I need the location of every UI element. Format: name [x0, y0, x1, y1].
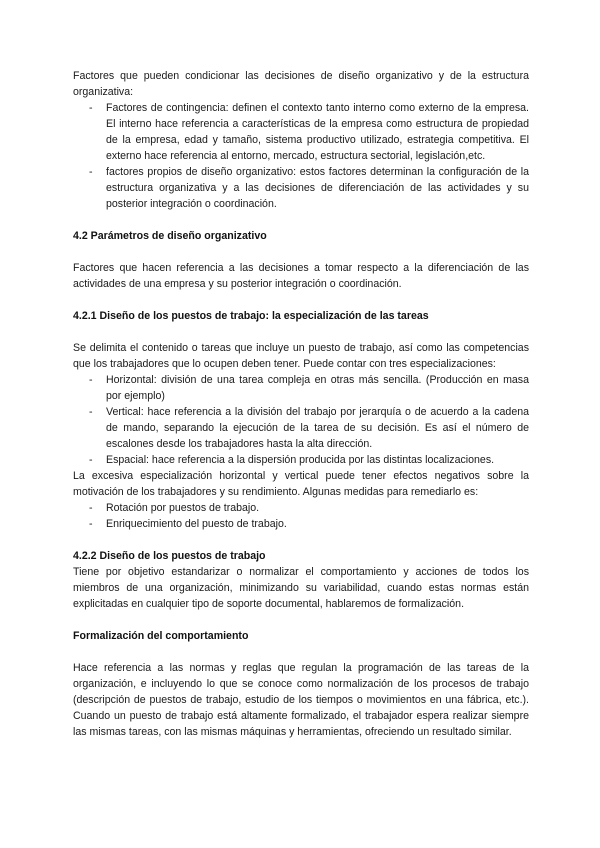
specialization-bullet-list: [73, 372, 529, 468]
formalization-heading: Formalización del comportamiento: [73, 630, 249, 642]
list-item: - Rotación por puestos de trabajo.: [73, 500, 529, 516]
formalization-paragraph: Hace referencia a las normas y reglas que regulan la programación de las tareas de la organización, e incluyendo lo que se conoce como normalización de los procesos de trabajo (descripción de puestos de trabajo, estudio de los tiempos o movimientos en una fábrica, etc.). Cuando un puesto de trabajo está altamente formalizado, el trabajador espera realizar siempre las mismas tareas, con las mismas máquinas y herramientas, ofreciendo un resultado similar.: [73, 662, 529, 738]
intro-paragraph: Factores que pueden condicionar las decisiones de diseño organizativo y de la estructura organizativa:: [73, 70, 529, 98]
list-item: - Horizontal: división de una tarea compleja en otras más sencilla. (Producción en masa por ejemplo): [73, 372, 529, 404]
section-4-2-1-paragraph: Se delimita el contenido o tareas que incluye un puesto de trabajo, así como las competencias que los trabajadores que lo ocupen deben tener. Puede contar con tres especializaciones:: [73, 342, 529, 370]
intro-bullet-list: [73, 100, 529, 212]
list-item: - Enriquecimiento del puesto de trabajo.: [73, 516, 529, 532]
section-heading-4-2-1: 4.2.1 Diseño de los puestos de trabajo: la especialización de las tareas: [73, 310, 429, 322]
list-item: - Vertical: hace referencia a la división del trabajo por jerarquía o de acuerdo a la cadena de mando, separando la ejecución de la tarea de su decisión. Es así el número de escalones desde los trabajadores hasta la alta dirección.: [73, 404, 529, 452]
section-4-2-paragraph: Factores que hacen referencia a las decisiones a tomar respecto a la diferenciación de las actividades de una empresa y su posterior integración o coordinación.: [73, 262, 529, 290]
list-item: - factores propios de diseño organizativo: estos factores determinan la configuración de la estructura organizativa y a las decisiones de diferenciación de las actividades y su posterior integración o coordinación.: [73, 164, 529, 212]
list-item: - Factores de contingencia: definen el contexto tanto interno como externo de la empresa. El interno hace referencia a características de la empresa como estructura de propiedad de la empresa, edad y tamaño, sistema productivo utilizado, estrategia competitiva. El externo hace referencia al entorno, mercado, estructura sectorial, legislación,etc.: [73, 100, 529, 164]
section-heading-4-2: 4.2 Parámetros de diseño organizativo: [73, 230, 267, 242]
remedy-bullet-list: [73, 500, 529, 532]
list-item: - Espacial: hace referencia a la dispersión producida por las distintas localizaciones.: [73, 452, 529, 468]
document-page: [73, 68, 529, 740]
section-heading-4-2-2: 4.2.2 Diseño de los puestos de trabajo: [73, 550, 266, 562]
section-4-2-1-paragraph-2: La excesiva especialización horizontal y vertical puede tener efectos negativos sobre la motivación de los trabajadores y su rendimiento. Algunas medidas para remediarlo es:: [73, 470, 529, 498]
section-4-2-2-paragraph: Tiene por objetivo estandarizar o normalizar el comportamiento y acciones de todos los miembros de una organización, minimizando su variabilidad, cuando estas normas están explicitadas en cualquier tipo de soporte documental, hablaremos de formalización.: [73, 566, 529, 610]
